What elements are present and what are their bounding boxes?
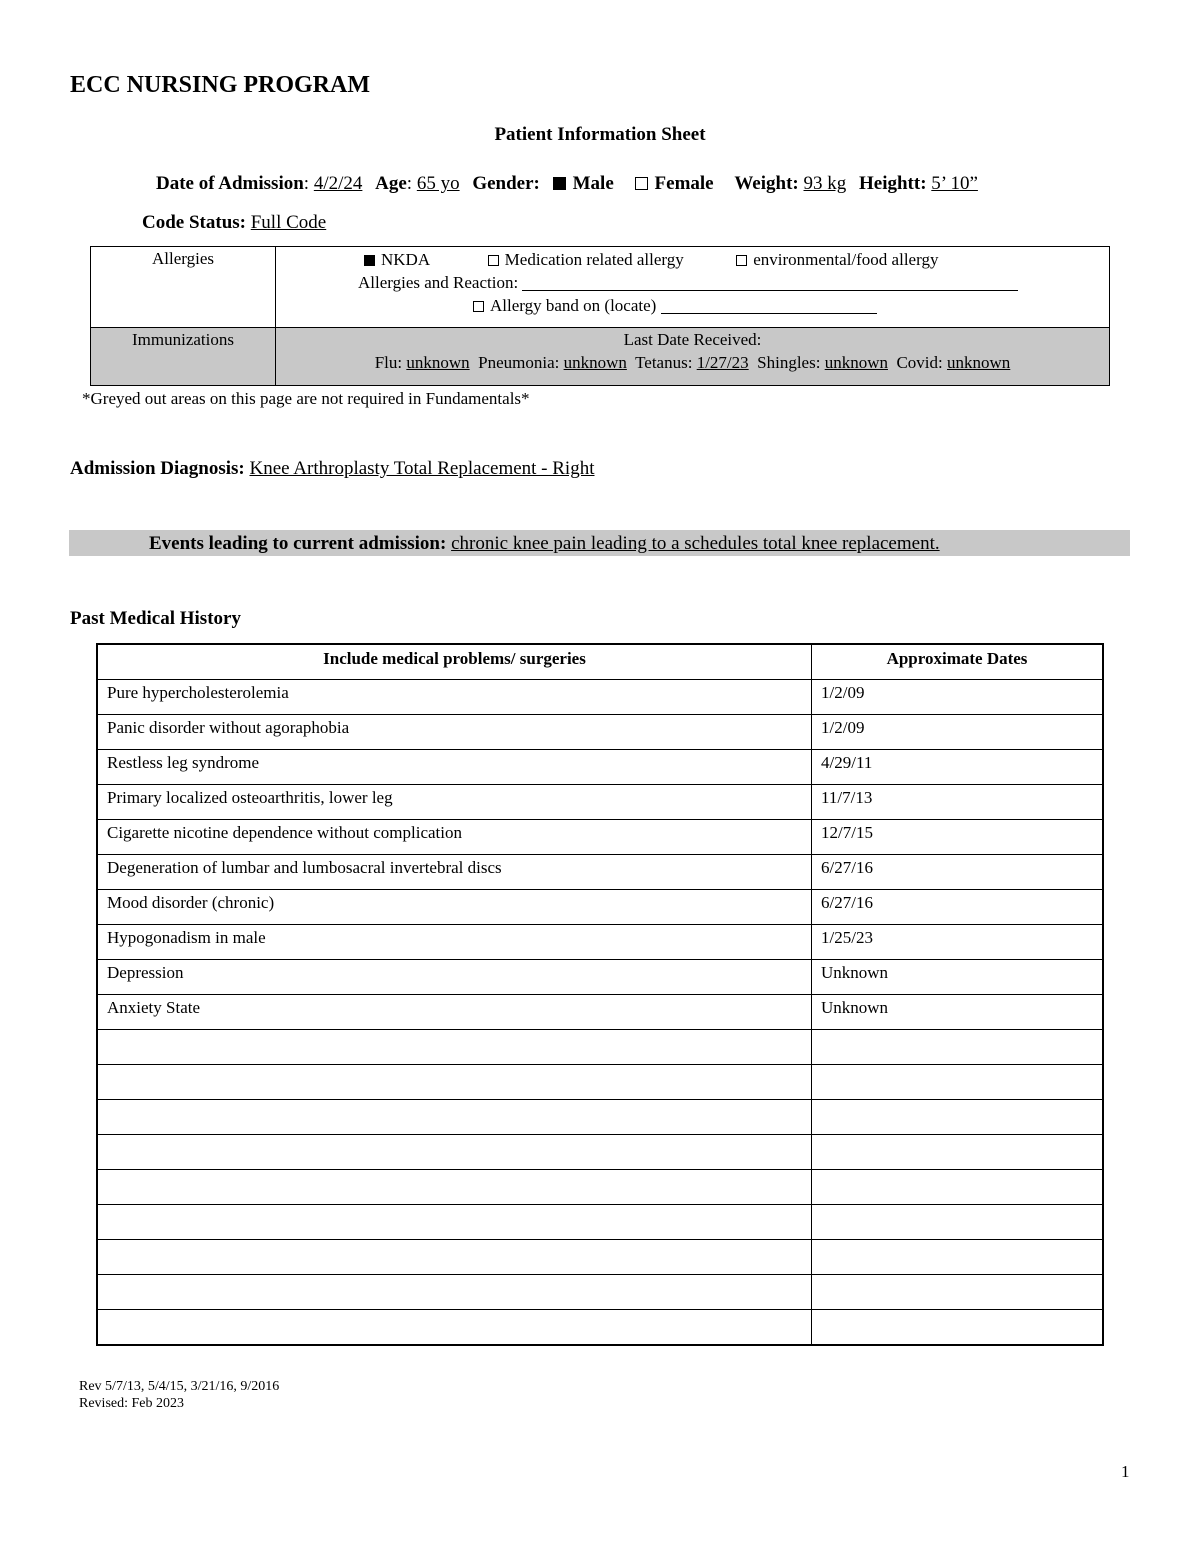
table-row bbox=[97, 1030, 1103, 1065]
allergies-label: Allergies bbox=[91, 247, 276, 328]
allergy-band-checkbox[interactable] bbox=[473, 301, 484, 312]
age-value[interactable]: 65 yo bbox=[416, 173, 460, 194]
allergy-reaction-field[interactable] bbox=[522, 274, 1018, 291]
problem-cell[interactable] bbox=[97, 1100, 812, 1135]
problem-cell[interactable] bbox=[97, 1310, 812, 1346]
last-date-label: Last Date Received: bbox=[623, 330, 762, 349]
past-medical-history-title: Past Medical History bbox=[70, 608, 241, 629]
greyed-areas-note: *Greyed out areas on this page are not required in Fundamentals* bbox=[82, 389, 530, 408]
table-row bbox=[97, 855, 1103, 890]
tetanus-label: Tetanus: bbox=[635, 353, 693, 372]
table-row bbox=[97, 1100, 1103, 1135]
problem-cell[interactable]: Restless leg syndrome bbox=[97, 750, 812, 785]
problem-cell[interactable] bbox=[97, 1275, 812, 1310]
date-cell[interactable] bbox=[812, 1205, 1104, 1240]
history-table-body bbox=[97, 680, 1103, 1346]
table-row bbox=[97, 750, 1103, 785]
environmental-allergy-label: environmental/food allergy bbox=[753, 250, 939, 269]
date-cell[interactable] bbox=[812, 1310, 1104, 1346]
nkda-checkbox[interactable] bbox=[364, 255, 375, 266]
date-cell[interactable] bbox=[812, 1275, 1104, 1310]
pneumonia-label: Pneumonia: bbox=[478, 353, 560, 372]
revised-date: Revised: Feb 2023 bbox=[79, 1396, 184, 1411]
pneumonia-value[interactable]: unknown bbox=[563, 353, 627, 372]
code-status-line bbox=[142, 212, 326, 234]
table-row bbox=[97, 1240, 1103, 1275]
page-number: 1 bbox=[1121, 1462, 1130, 1481]
tetanus-value[interactable]: 1/27/23 bbox=[696, 353, 749, 372]
gender-label: Gender: bbox=[472, 173, 540, 194]
problem-cell[interactable]: Degeneration of lumbar and lumbosacral invertebral discs bbox=[97, 855, 812, 890]
problem-cell[interactable] bbox=[97, 1205, 812, 1240]
height-value[interactable]: 5’ 10” bbox=[931, 173, 978, 194]
table-row bbox=[97, 960, 1103, 995]
date-cell[interactable]: 12/7/15 bbox=[812, 820, 1104, 855]
problem-cell[interactable]: Mood disorder (chronic) bbox=[97, 890, 812, 925]
female-checkbox[interactable] bbox=[635, 177, 648, 190]
date-cell[interactable] bbox=[812, 1240, 1104, 1275]
date-cell[interactable]: 4/29/11 bbox=[812, 750, 1104, 785]
immunizations-label: Immunizations bbox=[91, 328, 276, 386]
male-checkbox[interactable] bbox=[553, 177, 566, 190]
date-cell[interactable]: 1/2/09 bbox=[812, 715, 1104, 750]
problem-cell[interactable] bbox=[97, 1170, 812, 1205]
table-row bbox=[97, 680, 1103, 715]
shingles-label: Shingles: bbox=[757, 353, 821, 372]
sheet-title: Patient Information Sheet bbox=[494, 124, 706, 145]
date-cell[interactable] bbox=[812, 1135, 1104, 1170]
table-row bbox=[97, 1135, 1103, 1170]
date-cell[interactable] bbox=[812, 1170, 1104, 1205]
weight-label: Weight: bbox=[734, 173, 799, 194]
code-status-label: Code Status: bbox=[142, 212, 246, 233]
problem-cell[interactable] bbox=[97, 1030, 812, 1065]
table-row bbox=[97, 1310, 1103, 1346]
table-row bbox=[97, 1205, 1103, 1240]
table-row bbox=[97, 820, 1103, 855]
date-cell[interactable]: Unknown bbox=[812, 995, 1104, 1030]
problem-cell[interactable]: Hypogonadism in male bbox=[97, 925, 812, 960]
shingles-value[interactable]: unknown bbox=[824, 353, 888, 372]
code-status-value[interactable]: Full Code bbox=[250, 212, 327, 233]
table-row bbox=[97, 1275, 1103, 1310]
weight-value[interactable]: 93 kg bbox=[803, 173, 847, 194]
problems-column-header: Include medical problems/ surgeries bbox=[97, 644, 812, 680]
female-label: Female bbox=[654, 173, 714, 194]
problem-cell[interactable]: Depression bbox=[97, 960, 812, 995]
problem-cell[interactable]: Anxiety State bbox=[97, 995, 812, 1030]
problem-cell[interactable] bbox=[97, 1240, 812, 1275]
events-line bbox=[149, 533, 940, 555]
environmental-allergy-checkbox[interactable] bbox=[736, 255, 747, 266]
admission-diagnosis-label: Admission Diagnosis: bbox=[70, 458, 245, 479]
history-header-row bbox=[97, 644, 1103, 680]
medication-allergy-checkbox[interactable] bbox=[488, 255, 499, 266]
allergy-band-label: Allergy band on (locate) bbox=[490, 296, 657, 315]
problem-cell[interactable]: Cigarette nicotine dependence without complication bbox=[97, 820, 812, 855]
immunizations-cell bbox=[276, 328, 1110, 386]
height-label: Heightt: bbox=[859, 173, 927, 194]
nkda-label: NKDA bbox=[381, 250, 430, 269]
date-cell[interactable]: 11/7/13 bbox=[812, 785, 1104, 820]
revision-notes bbox=[79, 1378, 279, 1412]
allergies-cell bbox=[276, 247, 1110, 328]
flu-label: Flu: bbox=[374, 353, 403, 372]
date-cell[interactable]: 1/25/23 bbox=[812, 925, 1104, 960]
problem-cell[interactable] bbox=[97, 1065, 812, 1100]
table-row bbox=[97, 890, 1103, 925]
allergy-reaction-label: Allergies and Reaction: bbox=[358, 273, 519, 292]
male-label: Male bbox=[572, 173, 614, 194]
events-value[interactable]: chronic knee pain leading to a schedules total knee replacement. bbox=[451, 533, 940, 554]
past-medical-history-table bbox=[96, 643, 1104, 1346]
date-cell[interactable] bbox=[812, 1030, 1104, 1065]
date-cell[interactable] bbox=[812, 1065, 1104, 1100]
table-row bbox=[97, 785, 1103, 820]
admission-date-label: Date of Admission bbox=[156, 173, 304, 194]
admission-diagnosis-value[interactable]: Knee Arthroplasty Total Replacement - Right bbox=[249, 458, 595, 479]
problem-cell[interactable] bbox=[97, 1135, 812, 1170]
problem-cell[interactable]: Panic disorder without agoraphobia bbox=[97, 715, 812, 750]
date-cell[interactable]: Unknown bbox=[812, 960, 1104, 995]
flu-value[interactable]: unknown bbox=[406, 353, 470, 372]
medication-allergy-label: Medication related allergy bbox=[504, 250, 684, 269]
age-label: Age bbox=[375, 173, 407, 194]
allergy-band-field[interactable] bbox=[661, 297, 877, 314]
admission-date-value[interactable]: 4/2/24 bbox=[313, 173, 363, 194]
date-cell[interactable]: 6/27/16 bbox=[812, 855, 1104, 890]
problem-cell[interactable]: Pure hypercholesterolemia bbox=[97, 680, 812, 715]
events-label: Events leading to current admission: bbox=[149, 533, 447, 554]
table-row bbox=[97, 715, 1103, 750]
problem-cell[interactable]: Primary localized osteoarthritis, lower leg bbox=[97, 785, 812, 820]
program-title: ECC NURSING PROGRAM bbox=[70, 72, 370, 98]
dates-column-header: Approximate Dates bbox=[812, 644, 1104, 680]
table-row bbox=[97, 925, 1103, 960]
allergy-immunization-table bbox=[90, 246, 1110, 386]
immunization-values bbox=[276, 351, 1109, 374]
date-cell[interactable]: 1/2/09 bbox=[812, 680, 1104, 715]
covid-label: Covid: bbox=[896, 353, 943, 372]
date-cell[interactable]: 6/27/16 bbox=[812, 890, 1104, 925]
covid-value[interactable]: unknown bbox=[947, 353, 1011, 372]
admission-diagnosis-line bbox=[70, 458, 595, 480]
revision-dates: Rev 5/7/13, 5/4/15, 3/21/16, 9/2016 bbox=[79, 1379, 280, 1394]
date-cell[interactable] bbox=[812, 1100, 1104, 1135]
table-row bbox=[97, 995, 1103, 1030]
table-row bbox=[97, 1065, 1103, 1100]
table-row bbox=[97, 1170, 1103, 1205]
admission-line: Date of Admission: 4/2/24 Age: 65 yo Gender: Male Female Weight: 93 kg Heightt: 5’ 10” bbox=[156, 173, 978, 194]
